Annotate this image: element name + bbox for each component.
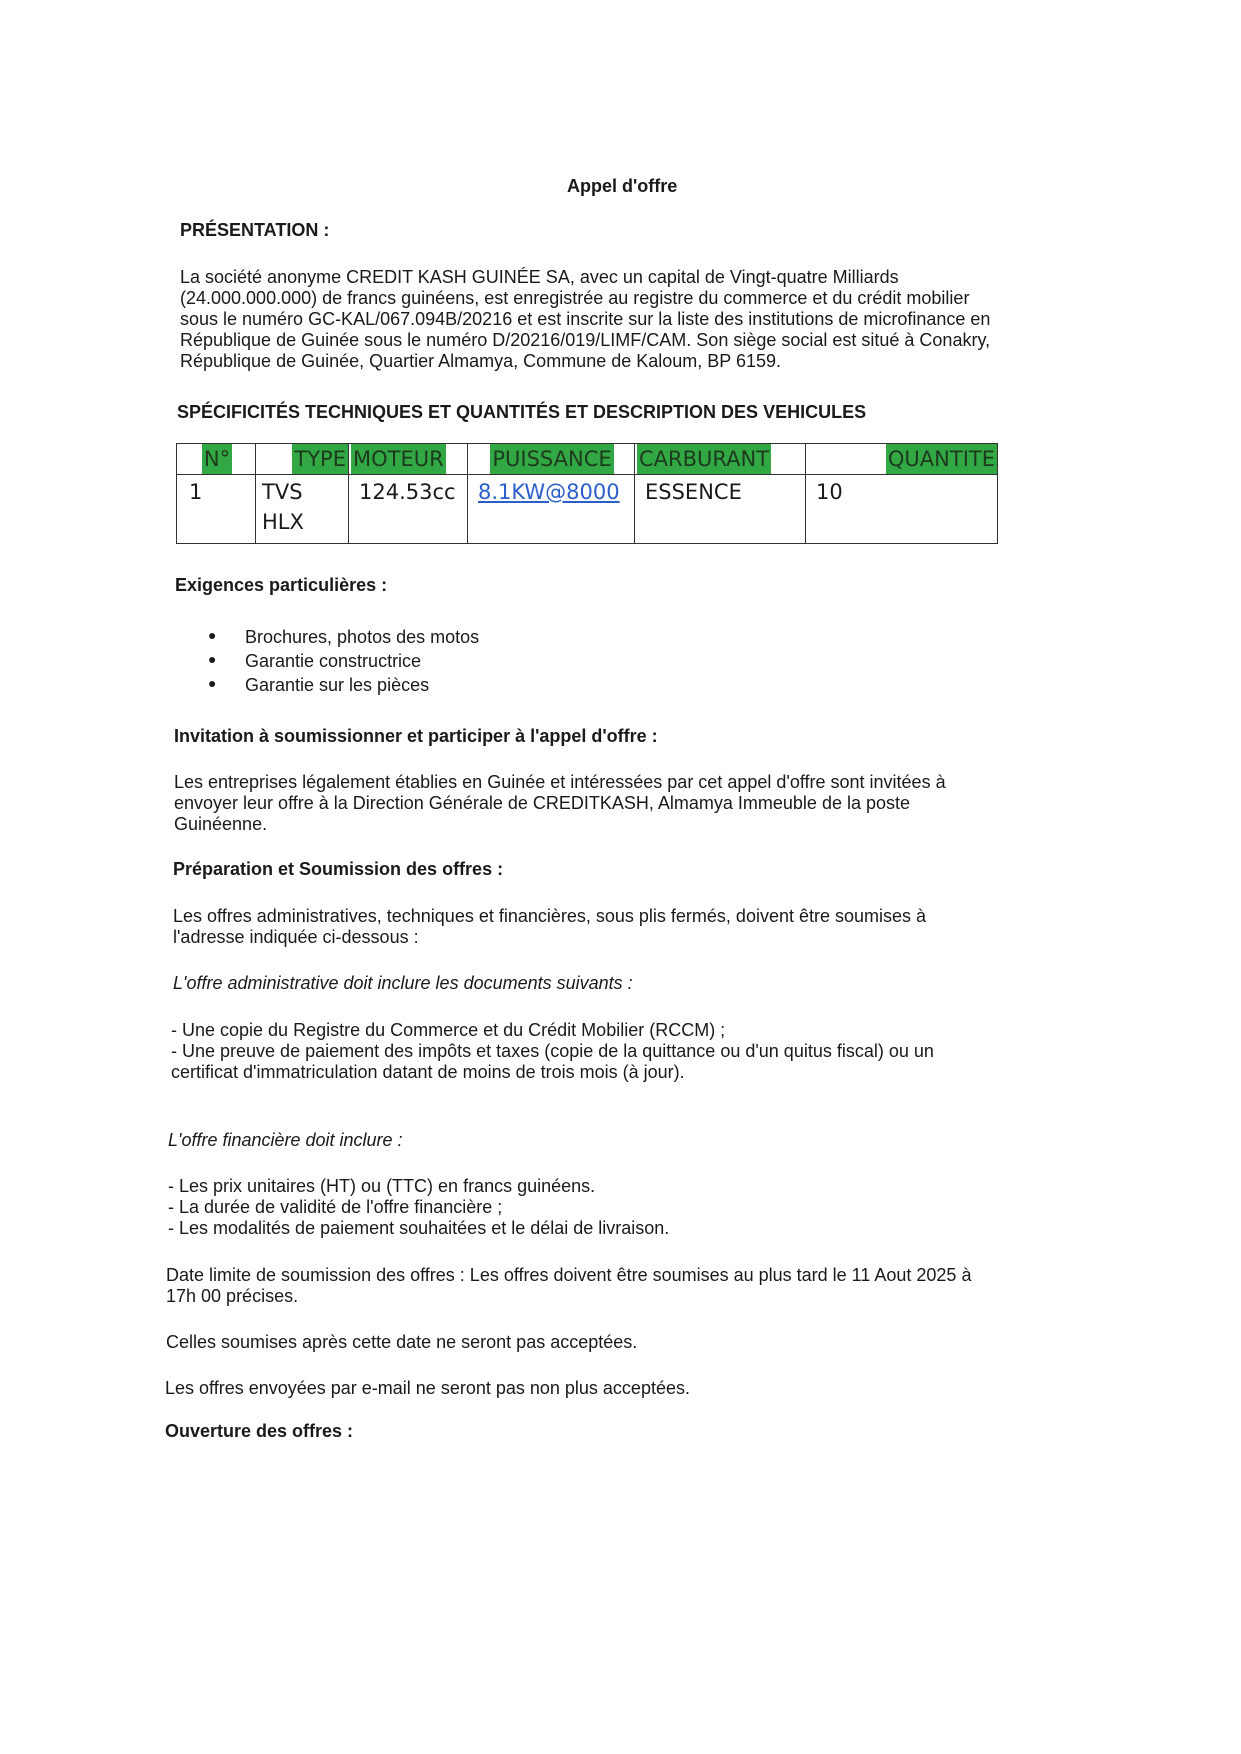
column-header-type: TYPE <box>292 444 348 474</box>
invitation-line: envoyer leur offre à la Direction Générale de CREDITKASH, Almamya Immeuble de la poste <box>174 793 911 813</box>
preparation-heading: Préparation et Soumission des offres : <box>173 859 504 879</box>
table-row <box>177 475 998 544</box>
ouverture-heading: Ouverture des offres : <box>165 1421 354 1441</box>
invitation-heading: Invitation à soumissionner et participer à l'appel d'offre : <box>174 726 658 746</box>
presentation-line: sous le numéro GC-KAL/067.094B/20216 et est inscrite sur la liste des institutions de microfinance en <box>180 309 991 329</box>
admin-offer-item: certificat d'immatriculation datant de moins de trois mois (à jour). <box>171 1062 685 1082</box>
presentation-line: La société anonyme CREDIT KASH GUINÉE SA, avec un capital de Vingt-quatre Milliards <box>180 267 899 287</box>
exigences-heading: Exigences particulières : <box>175 575 388 595</box>
column-header-moteur: MOTEUR <box>351 444 446 474</box>
email-submission-note: Les offres envoyées par e-mail ne seront pas non plus acceptées. <box>165 1378 690 1398</box>
presentation-line: République de Guinée, Quartier Almamya, Commune de Kaloum, BP 6159. <box>180 351 782 371</box>
presentation-line: (24.000.000.000) de francs guinéens, est enregistrée au registre du commerce et du crédit mobilier <box>180 288 970 308</box>
invitation-line: Les entreprises légalement établies en Guinée et intéressées par cet appel d'offre sont invitées à <box>174 772 946 792</box>
type-line: TVS <box>262 480 303 504</box>
cell-type <box>256 475 349 544</box>
bullet-icon: ● <box>208 651 217 667</box>
cell-no: 1 <box>177 475 256 544</box>
column-header-carburant: CARBURANT <box>637 444 771 474</box>
cell-quantite: 10 <box>806 475 998 544</box>
financial-offer-item: - Les modalités de paiement souhaitées et le délai de livraison. <box>168 1218 670 1238</box>
presentation-heading: PRÉSENTATION : <box>180 220 330 240</box>
admin-offer-item: - Une copie du Registre du Commerce et du Crédit Mobilier (RCCM) ; <box>171 1020 726 1040</box>
bullet-icon: ● <box>208 675 217 691</box>
column-header-quantite: QUANTITE <box>886 444 997 474</box>
column-header-puissance: PUISSANCE <box>490 444 613 474</box>
admin-offer-item: - Une preuve de paiement des impôts et taxes (copie de la quittance ou d'un quitus fiscal) ou un <box>171 1041 934 1061</box>
vehicle-spec-table <box>176 443 998 544</box>
cell-moteur: 124.53cc <box>349 475 468 544</box>
type-line: HLX <box>262 510 304 534</box>
specs-heading: SPÉCIFICITÉS TECHNIQUES ET QUANTITÉS ET DESCRIPTION DES VEHICULES <box>177 402 867 422</box>
invitation-line: Guinéenne. <box>174 814 268 834</box>
table-header-row <box>177 444 998 475</box>
financial-offer-item: - Les prix unitaires (HT) ou (TTC) en francs guinéens. <box>168 1176 596 1196</box>
financial-offer-item: - La durée de validité de l'offre financière ; <box>168 1197 503 1217</box>
late-submission-note: Celles soumises après cette date ne seront pas acceptées. <box>166 1332 638 1352</box>
document-title: Appel d'offre <box>567 176 678 196</box>
column-header-no: N° <box>202 444 232 474</box>
cell-carburant: ESSENCE <box>635 475 806 544</box>
preparation-line: Les offres administratives, techniques et financières, sous plis fermés, doivent être soumises à <box>173 906 927 926</box>
bullet-icon: ● <box>208 627 217 643</box>
presentation-line: République de Guinée sous le numéro D/20216/019/LIMF/CAM. Son siège social est situé à Conakry, <box>180 330 991 350</box>
preparation-line: l'adresse indiquée ci-dessous : <box>173 927 419 947</box>
cell-puissance-link[interactable]: 8.1KW@8000 <box>478 480 620 504</box>
admin-offer-heading: L'offre administrative doit inclure les documents suivants : <box>173 973 633 993</box>
deadline-line: Date limite de soumission des offres : Les offres doivent être soumises au plus tard le 11 Aout 2025 à <box>166 1265 972 1285</box>
deadline-line: 17h 00 précises. <box>166 1286 299 1306</box>
financial-offer-heading: L'offre financière doit inclure : <box>168 1130 403 1150</box>
